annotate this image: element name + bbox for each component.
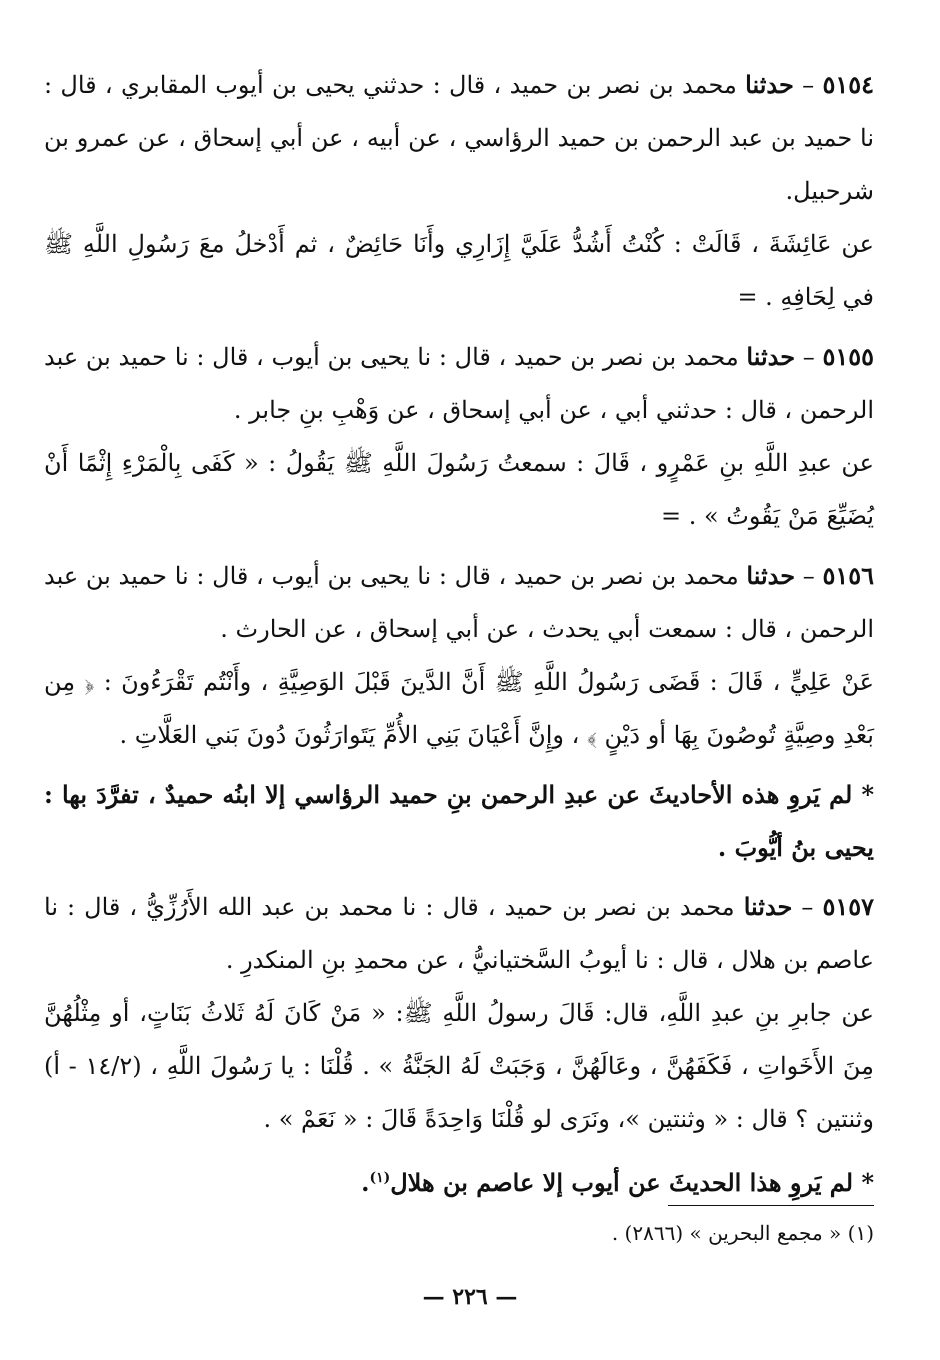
haddathana-word: حدثنا: [743, 892, 793, 921]
editor-note: * لم يَروِ هذه الأحاديثَ عن عبدِ الرحمن بنِ حميد الرؤاسي إلا ابنُه حميدٌ ، تفرَّدَ بها : يحيى بنُ أيُّوبَ .: [44, 780, 874, 862]
matn-paragraph: عن عبدِ اللَّهِ بنِ عَمْرٍو ، قَالَ : سمعتُ رَسُولَ اللَّهِ ﷺ يَقُولُ : « كَفَى بِالْمَرْءِ إِثْمًا أَنْ يُضَيِّعَ مَنْ يَقُوتُ » . =: [44, 449, 874, 530]
matn-paragraph: عَنْ عَلِيٍّ ، قَالَ : قَضَى رَسُولُ اللَّهِ ﷺ أَنَّ الدَّينَ قَبْلَ الوَصِيَّةِ ، وأَنْتُم تَقْرَءُونَ : ﴿ مِن بَعْدِ وصِيَّةٍ تُوصُونَ بِهَا أو دَيْنٍ ﴾ ، وإِنَّ أَعْيَانَ بَنِي الأُمِّ يَتَوارَثُونَ دُونَ بَني العَلَّاتِ .: [44, 668, 874, 749]
footnote-ref[interactable]: (١): [369, 1170, 391, 1186]
hadith-5154: [44, 58, 874, 324]
footnote-divider: [668, 1205, 874, 1206]
isnad-paragraph: [44, 330, 874, 437]
isnad-paragraph: [44, 880, 874, 987]
isnad-text: محمد بن نصر بن حميد ، قال : نا محمد بن عبد الله الأَرُزِّيُّ ، قال : نا عاصم بن هلال ، قال : نا أيوبُ السَّختيانيُّ ، عن محمدِ بنِ المنكدرِ .: [44, 893, 874, 974]
hadith-number: ٥١٥٦: [822, 561, 874, 590]
haddathana-word: حدثنا: [745, 70, 794, 99]
period: .: [361, 1168, 370, 1197]
hadith-number: ٥١٥٤: [822, 70, 874, 99]
dash: –: [792, 893, 823, 921]
page-number: — ٢٢٦ —: [422, 1284, 518, 1310]
note-text: * لم يَروِ هذا الحديثَ عن أيوب إلا عاصم بن هلال: [390, 1168, 874, 1197]
dash: –: [795, 562, 823, 590]
hadith-number: ٥١٥٥: [822, 342, 874, 371]
dash: –: [793, 71, 823, 99]
matn-paragraph: عن عَائِشَةَ ، قَالَتْ : كُنْتُ أَشُدُّ عَلَيَّ إِزَارِي وأَنَا حَائِضٌ ، ثم أَدْخلُ معَ رَسُولِ اللَّهِ ﷺ في لِحَافِهِ . =: [44, 230, 874, 311]
haddathana-word: حدثنا: [746, 561, 796, 590]
hadith-5156: [44, 549, 874, 762]
hadith-number: ٥١٥٧: [822, 892, 874, 921]
hadith-5157: [44, 880, 874, 1146]
hadith-5155: [44, 330, 874, 543]
footnote: (١) « مجمع البحرين » (٢٨٦٦) .: [611, 1221, 874, 1245]
isnad-text: محمد بن نصر بن حميد ، قال : نا يحيى بن أيوب ، قال : نا حميد بن عبد الرحمن ، قال : سمعت أبي يحدث ، عن أبي إسحاق ، عن الحارث .: [44, 562, 874, 643]
matn-paragraph: عن جابرِ بنِ عبدِ اللَّهِ، قال: قَالَ رسولُ اللَّهِ ﷺ: « مَنْ كَانَ لَهُ ثَلاثُ بَنَاتٍ، أو مِثْلُهُنَّ مِنَ الأَخَواتِ ، فَكَفَهُنَّ ، وعَالَهُنَّ ، وَجَبَتْ لَهُ الجَنَّةُ » . قُلْنَا : يا رَسُولَ اللَّهِ ، (١٤/٢ - أ) وثنتين ؟ قال : « وثنتين »، ونَرَى لو قُلْنَا وَاحِدَةً قَالَ : « نَعَمْ » .: [44, 999, 874, 1133]
isnad-text: محمد بن نصر بن حميد ، قال : حدثني يحيى بن أيوب المقابري ، قال : نا حميد بن عبد الرحمن بن حميد الرؤاسي ، عن أبيه ، عن أبي إسحاق ، عن عمرو بن شرحبيل.: [44, 71, 874, 205]
haddathana-word: حدثنا: [746, 342, 796, 371]
isnad-paragraph: [44, 549, 874, 656]
dash: –: [795, 343, 823, 371]
isnad-text: محمد بن نصر بن حميد ، قال : نا يحيى بن أيوب ، قال : نا حميد بن عبد الرحمن ، قال : حدثني أبي ، عن أبي إسحاق ، عن وَهْبِ بنِ جابر .: [44, 343, 874, 424]
editor-note: [44, 1152, 874, 1209]
isnad-paragraph: [44, 58, 874, 218]
